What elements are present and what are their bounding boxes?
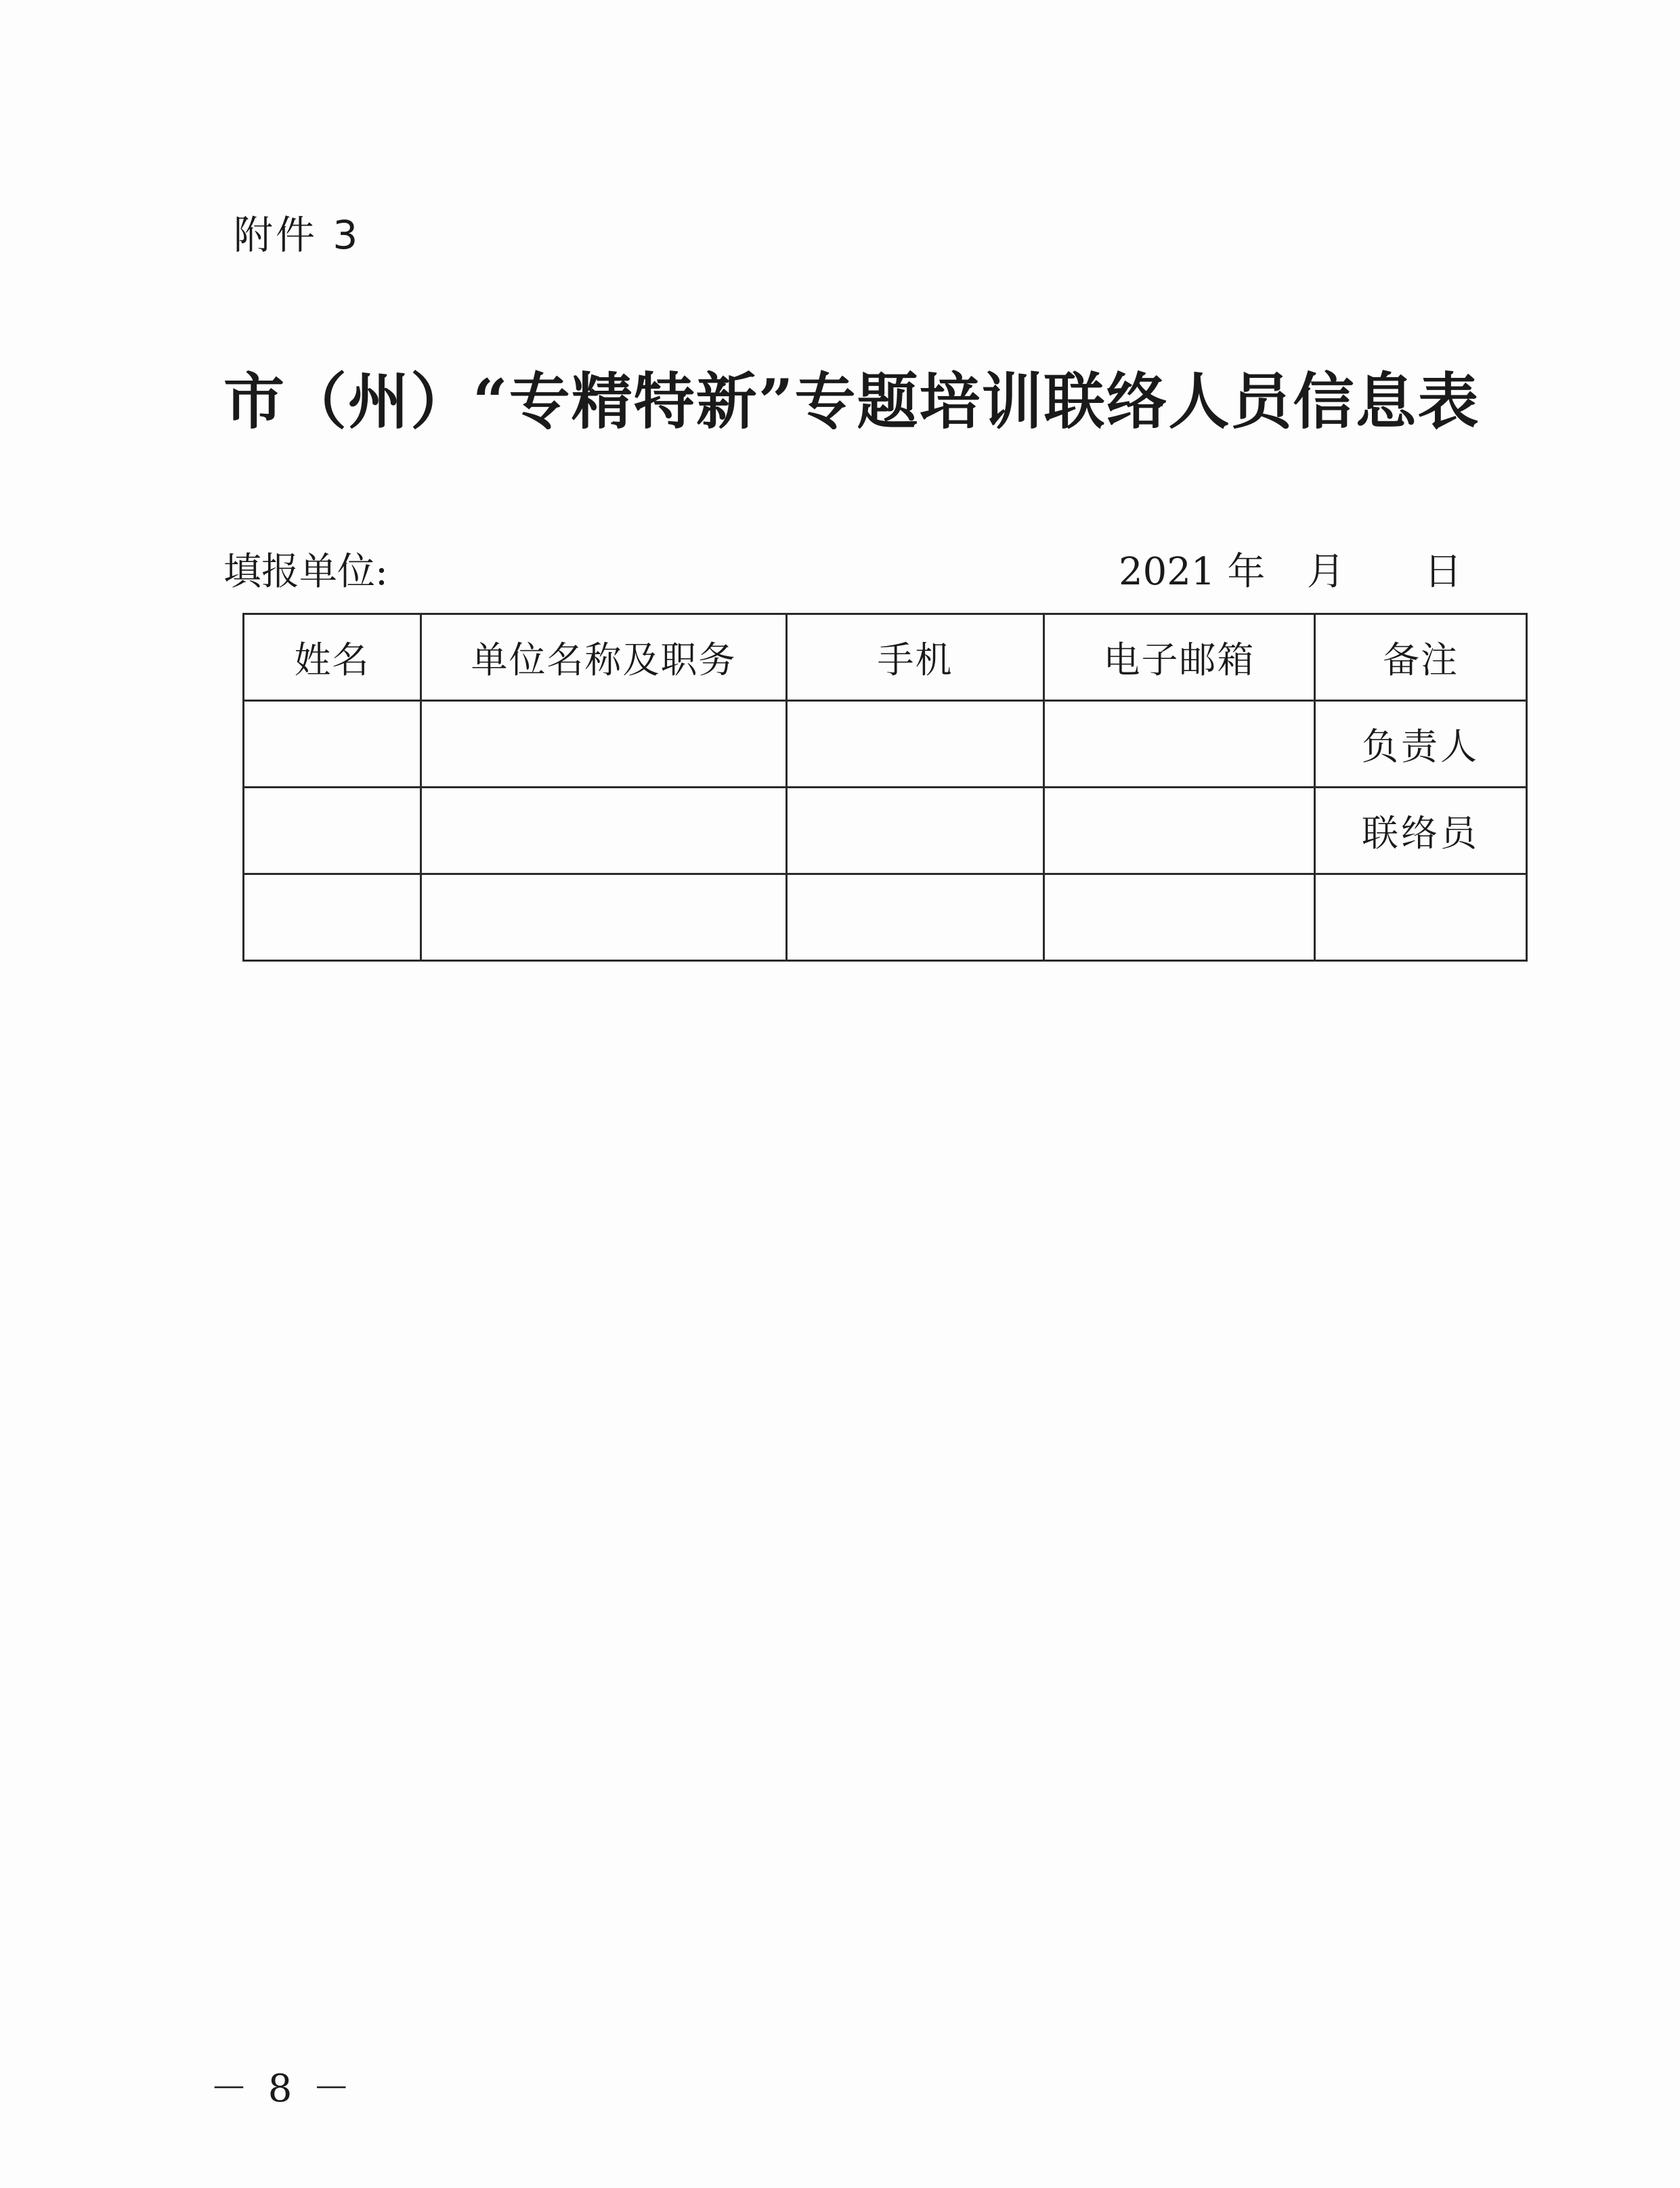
- header-remark: 备注: [1315, 614, 1527, 701]
- table-row: [244, 788, 1527, 874]
- cell-phone[interactable]: [787, 874, 1044, 961]
- cell-email[interactable]: [1044, 874, 1315, 961]
- document-title: 市（州）“专精特新”专题培训联络人员信息表: [223, 366, 1480, 437]
- header-phone: 手机: [787, 614, 1044, 701]
- cell-name[interactable]: [244, 788, 421, 874]
- cell-remark: 负责人: [1315, 701, 1527, 788]
- date-month: 月: [1307, 550, 1345, 594]
- form-header-line: [223, 542, 1463, 596]
- cell-remark: 联络员: [1315, 788, 1527, 874]
- cell-name[interactable]: [244, 701, 421, 788]
- cell-email[interactable]: [1044, 701, 1315, 788]
- cell-phone[interactable]: [787, 701, 1044, 788]
- cell-email[interactable]: [1044, 788, 1315, 874]
- attachment-label: 附件 3: [234, 212, 361, 258]
- page-number: － 8 －: [210, 2067, 355, 2111]
- header-unit-position: 单位名称及职务: [421, 614, 787, 701]
- cell-name[interactable]: [244, 874, 421, 961]
- header-email: 电子邮箱: [1044, 614, 1315, 701]
- contact-info-table: [242, 613, 1528, 962]
- table-header-row: [244, 614, 1527, 701]
- date-year: 2021 年: [1119, 550, 1266, 594]
- header-name: 姓名: [244, 614, 421, 701]
- reporting-unit-label: 填报单位:: [223, 550, 388, 594]
- cell-unit-position[interactable]: [421, 874, 787, 961]
- table-row: [244, 701, 1527, 788]
- cell-unit-position[interactable]: [421, 701, 787, 788]
- cell-phone[interactable]: [787, 788, 1044, 874]
- cell-remark[interactable]: [1315, 874, 1527, 961]
- cell-unit-position[interactable]: [421, 788, 787, 874]
- table-row: [244, 874, 1527, 961]
- date-day: 日: [1424, 550, 1462, 594]
